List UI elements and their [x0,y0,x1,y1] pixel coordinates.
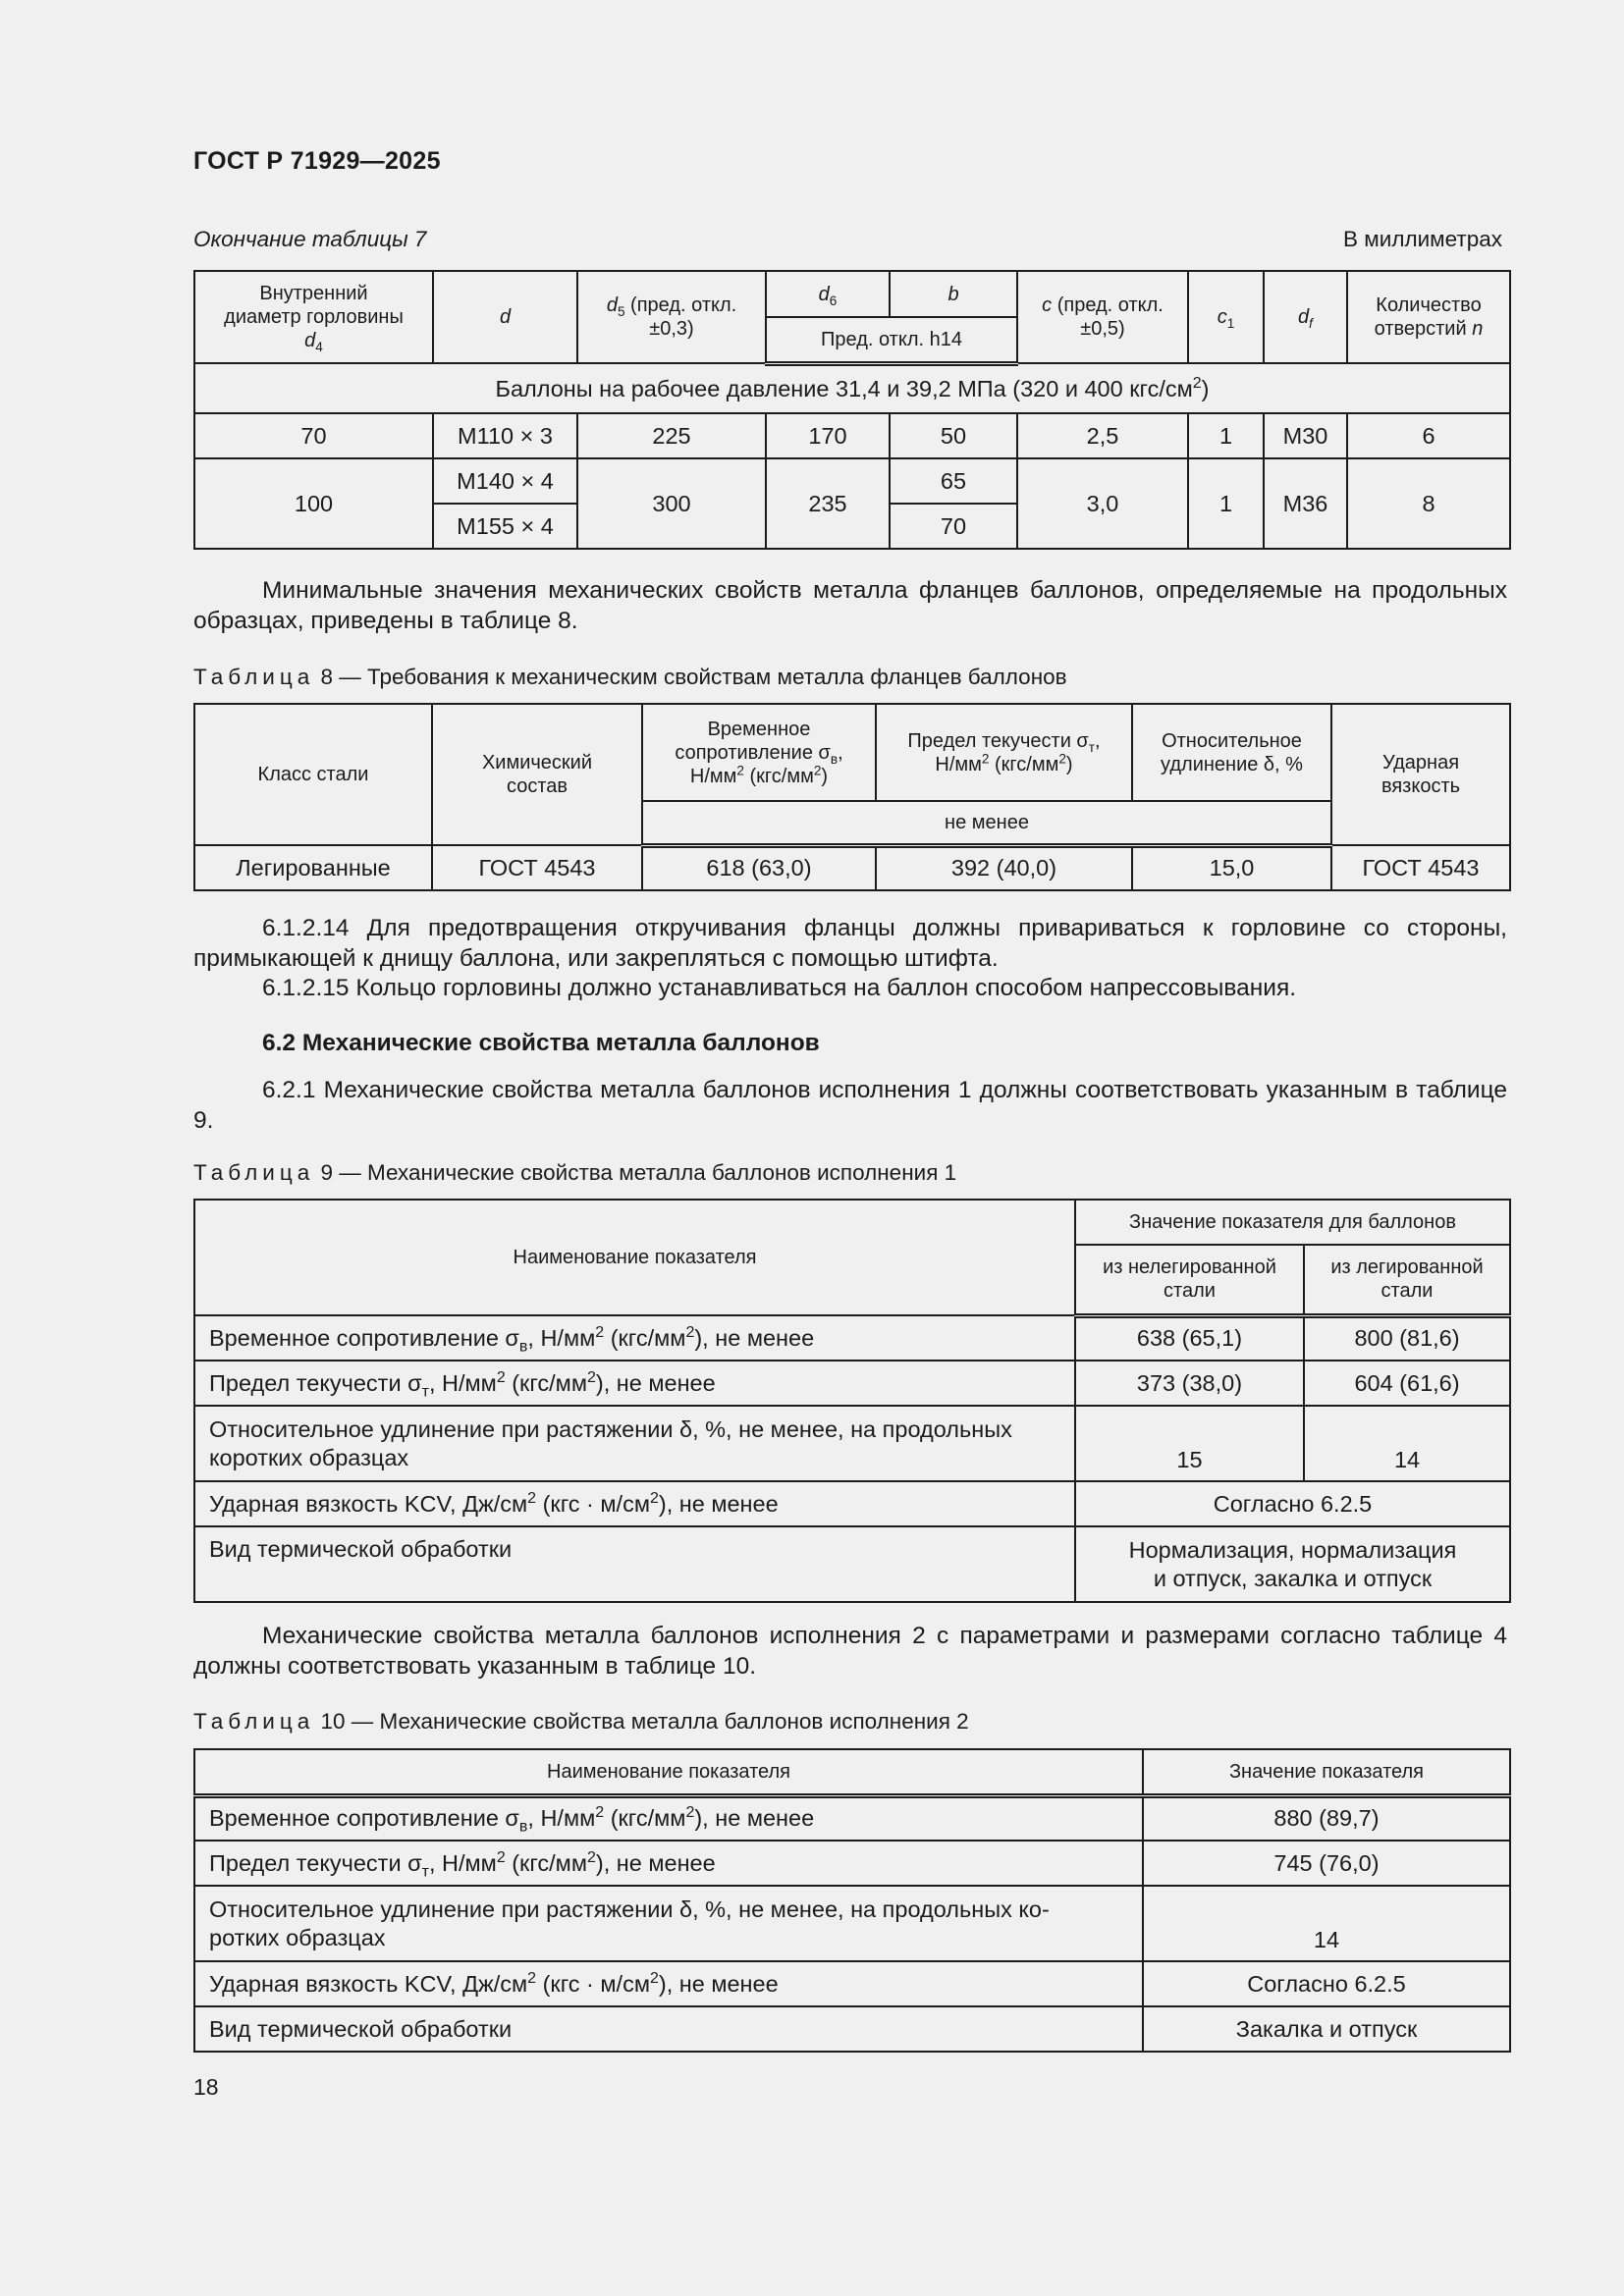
paragraph-flange-properties: Минимальные значения механических свойств металла фланцев баллонов, определяемые на продольных образцах, приведены в таблице 8. [193,577,1507,634]
col-header-value-group: Значение показателя для баллонов [1075,1200,1510,1245]
col-header-tolerance: Пред. откл. h14 [766,317,1017,363]
table-row-label: Предел текучести $\sigma_т$, $Н/мм^2$ $(кгс/мм^2)$, не менее [194,1841,1143,1886]
table-cell: 618 (63,0) [642,845,876,890]
table-10 [193,1748,1511,2053]
table-cell: 392 (40,0) [876,845,1132,890]
table-cell: Согласно 6.2.5 [1075,1481,1510,1526]
table-cell: 880 (89,7) [1143,1795,1510,1841]
table-cell: М30 [1264,413,1347,458]
col-header-c1: $c_1$ [1188,271,1264,363]
paragraph-6-1-2-14: 6.1.2.14 Для предотвращения откручивания фланцы должны привариваться к горловине со стороны, примыкающей к днищу баллона, или закрепляться с помощью штифта. [193,915,1507,972]
paragraph-6-2-1: 6.2.1 Механические свойства металла баллонов исполнения 1 должны соответствовать указанным в таблице 9. [193,1077,1507,1134]
table-cell: 6 [1347,413,1510,458]
table-cell: 15,0 [1132,845,1331,890]
group-row: Баллоны на рабочее давление 31,4 и 39,2 МПа (320 и 400 кгс/$см^2$) [194,363,1510,413]
col-header-name: Наименование показателя [194,1749,1143,1795]
col-header-holes: Количество отверстий n [1347,271,1510,363]
table-cell: 638 (65,1) [1075,1315,1304,1361]
table-cell: 300 [577,458,766,549]
col-header-df: $d_f$ [1264,271,1347,363]
table-cell: 15 [1075,1406,1304,1481]
col-header-d4: Внутренний диаметр горловины $d_4$ [194,271,433,363]
table-cell: Согласно 6.2.5 [1143,1961,1510,2006]
col-header-impact: Ударная вязкость [1331,704,1510,845]
table9-caption: Таблица 9 — Механические свойства металла баллонов исполнения 1 [193,1160,957,1185]
table-cell: 170 [766,413,890,458]
col-header-unalloyed: из нелегированной стали [1075,1245,1304,1315]
table-cell: М155 × 4 [433,504,577,549]
table-row-label: Вид термической обработки [194,1526,1075,1602]
table-cell: 8 [1347,458,1510,549]
table-cell: М140 × 4 [433,458,577,504]
table-cell: ГОСТ 4543 [432,845,642,890]
table-7 [193,270,1511,550]
col-header-steel-class: Класс стали [194,704,432,845]
table-cell: 100 [194,458,433,549]
table-cell: ГОСТ 4543 [1331,845,1510,890]
table-cell: 14 [1143,1886,1510,1961]
table-row-label: Ударная вязкость KCV, $Дж/см^2$ $(кгс \cdot м/см^2)$, не менее [194,1961,1143,2006]
col-header-elongation: Относительное удлинение δ, % [1132,704,1331,801]
table-cell: М110 × 3 [433,413,577,458]
table-cell: 1 [1188,413,1264,458]
col-header-d6: $d_6$ [766,271,890,317]
table-cell: М36 [1264,458,1347,549]
table-row-label: Относительное удлинение при растяжении δ, %, не менее, на продольных коротких образцах [194,1406,1075,1481]
table-cell: 14 [1304,1406,1510,1481]
col-header-yield: Предел текучести $\sigma_т$, $Н/мм^2$ $(кгс/мм^2)$ [876,704,1132,801]
table-cell: 3,0 [1017,458,1188,549]
col-header-not-less: не менее [642,801,1331,845]
table-cell: Легированные [194,845,432,890]
table-row-label: Временное сопротивление $\sigma_в$, $Н/мм^2$ $(кгс/мм^2)$, не менее [194,1315,1075,1361]
table-cell: Нормализация, нормализация и отпуск, закалка и отпуск [1075,1526,1510,1602]
table-cell: Закалка и отпуск [1143,2006,1510,2052]
col-header-d: d [433,271,577,363]
table7-continuation-label: Окончание таблицы 7 [193,227,427,251]
page-number: 18 [193,2074,219,2100]
col-header-c: c (пред. откл. ±0,5) [1017,271,1188,363]
table-cell: 50 [890,413,1017,458]
paragraph-version2: Механические свойства металла баллонов исполнения 2 с параметрами и размерами согласно таблице 4 должны соответствовать указанным в таблице 10. [193,1623,1507,1680]
table-row-label: Ударная вязкость KCV, $Дж/см^2$ $(кгс \cdot м/см^2)$, не менее [194,1481,1075,1526]
table-cell: 2,5 [1017,413,1188,458]
col-header-value: Значение показателя [1143,1749,1510,1795]
table-row-label: Вид термической обработки [194,2006,1143,2052]
table-row-label: Предел текучести $\sigma_т$, $Н/мм^2$ $(кгс/мм^2)$, не менее [194,1361,1075,1406]
table-cell: 225 [577,413,766,458]
col-header-d5: $d_5$ (пред. откл. ±0,3) [577,271,766,363]
col-header-tensile: Временное сопротивление $\sigma_в$, $Н/мм^2$ $(кгс/мм^2)$ [642,704,876,801]
section-heading-6-2: 6.2 Механические свойства металла баллонов [262,1030,820,1056]
table-cell: 70 [194,413,433,458]
table-cell: 65 [890,458,1017,504]
col-header-chem: Химический состав [432,704,642,845]
table-row-label: Временное сопротивление $\sigma_в$, $Н/мм^2$ $(кгс/мм^2)$, не менее [194,1795,1143,1841]
col-header-name: Наименование показателя [194,1200,1075,1315]
table8-caption: Таблица 8 — Требования к механическим свойствам металла фланцев баллонов [193,665,1067,689]
table7-units-label: В миллиметрах [1343,227,1502,251]
table-cell: 70 [890,504,1017,549]
document-header: ГОСТ Р 71929—2025 [193,147,441,175]
table-cell: 800 (81,6) [1304,1315,1510,1361]
col-header-b: b [890,271,1017,317]
table-cell: 373 (38,0) [1075,1361,1304,1406]
table10-caption: Таблица 10 — Механические свойства металла баллонов исполнения 2 [193,1709,969,1734]
table-cell: 604 (61,6) [1304,1361,1510,1406]
paragraph-6-1-2-15: 6.1.2.15 Кольцо горловины должно устанавливаться на баллон способом напрессовывания. [262,975,1297,1001]
table-8 [193,703,1511,891]
table-cell: 745 (76,0) [1143,1841,1510,1886]
col-header-alloyed: из легированной стали [1304,1245,1510,1315]
table-cell: 235 [766,458,890,549]
table-9 [193,1199,1511,1603]
table-row-label: Относительное удлинение при растяжении δ, %, не менее, на продольных ко- ротких образцах [194,1886,1143,1961]
table-cell: 1 [1188,458,1264,549]
